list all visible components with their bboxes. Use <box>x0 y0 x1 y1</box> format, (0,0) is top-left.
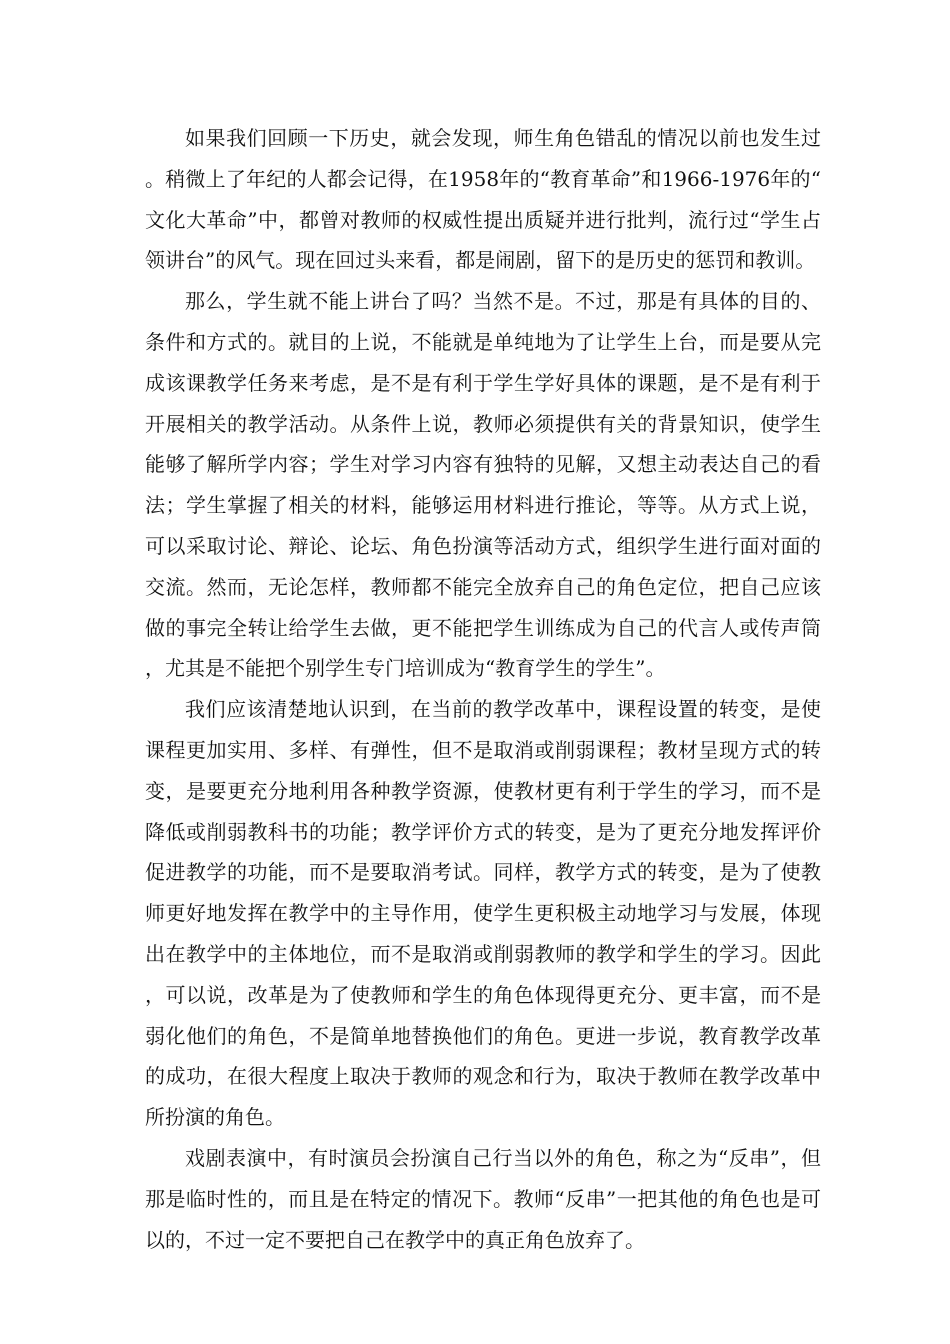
document-body <box>145 118 821 1260</box>
paragraph-role-reversal: 戏剧表演中，有时演员会扮演自己行当以外的角色，称之为“反串”，但那是临时性的，而且是在特定的情况下。教师“反串”一把其他的角色也是可以的，不过一定不要把自己在教学中的真正角色放弃了。 <box>145 1145 821 1252</box>
paragraph-history: 如果我们回顾一下历史，就会发现，师生角色错乱的情况以前也发生过。稍微上了年纪的人都会记得，在1958年的“教育革命”和1966-1976年的“文化大革命”中，都曾对教师的权威性提出质疑并进行批判，流行过“学生占领讲台”的风气。现在回过头来看，都是闹剧，留下的是历史的惩罚和教训。 <box>145 126 821 273</box>
paragraph-students-podium: 那么，学生就不能上讲台了吗？当然不是。不过，那是有具体的目的、条件和方式的。就目的上说，不能就是单纯地为了让学生上台，而是要从完成该课教学任务来考虑，是不是有利于学生学好具体的课题，是不是有利于开展相关的教学活动。从条件上说，教师必须提供有关的背景知识，使学生能够了解所学内容；学生对学习内容有独特的见解，又想主动表达自己的看法；学生掌握了相关的材料，能够运用材料进行推论，等等。从方式上说，可以采取讨论、辩论、论坛、角色扮演等活动方式，组织学生进行面对面的交流。然而，无论怎样，教师都不能完全放弃自己的角色定位，把自己应该做的事完全转让给学生去做，更不能把学生训练成为自己的代言人或传声筒，尤其是不能把个别学生专门培训成为“教育学生的学生”。 <box>145 289 821 681</box>
paragraph-teaching-reform: 我们应该清楚地认识到，在当前的教学改革中，课程设置的转变，是使课程更加实用、多样、有弹性，但不是取消或削弱课程；教材呈现方式的转变，是要更充分地利用各种教学资源，使教材更有利于学生的学习，而不是降低或削弱教科书的功能；教学评价方式的转变，是为了更充分地发挥评价促进教学的功能，而不是要取消考试。同样，教学方式的转变，是为了使教师更好地发挥在教学中的主导作用，使学生更积极主动地学习与发展，体现出在教学中的主体地位，而不是取消或削弱教师的教学和学生的学习。因此，可以说，改革是为了使教师和学生的角色体现得更充分、更丰富，而不是弱化他们的角色，不是简单地替换他们的角色。更进一步说，教育教学改革的成功，在很大程度上取决于教师的观念和行为，取决于教师在教学改革中所扮演的角色。 <box>145 697 821 1130</box>
